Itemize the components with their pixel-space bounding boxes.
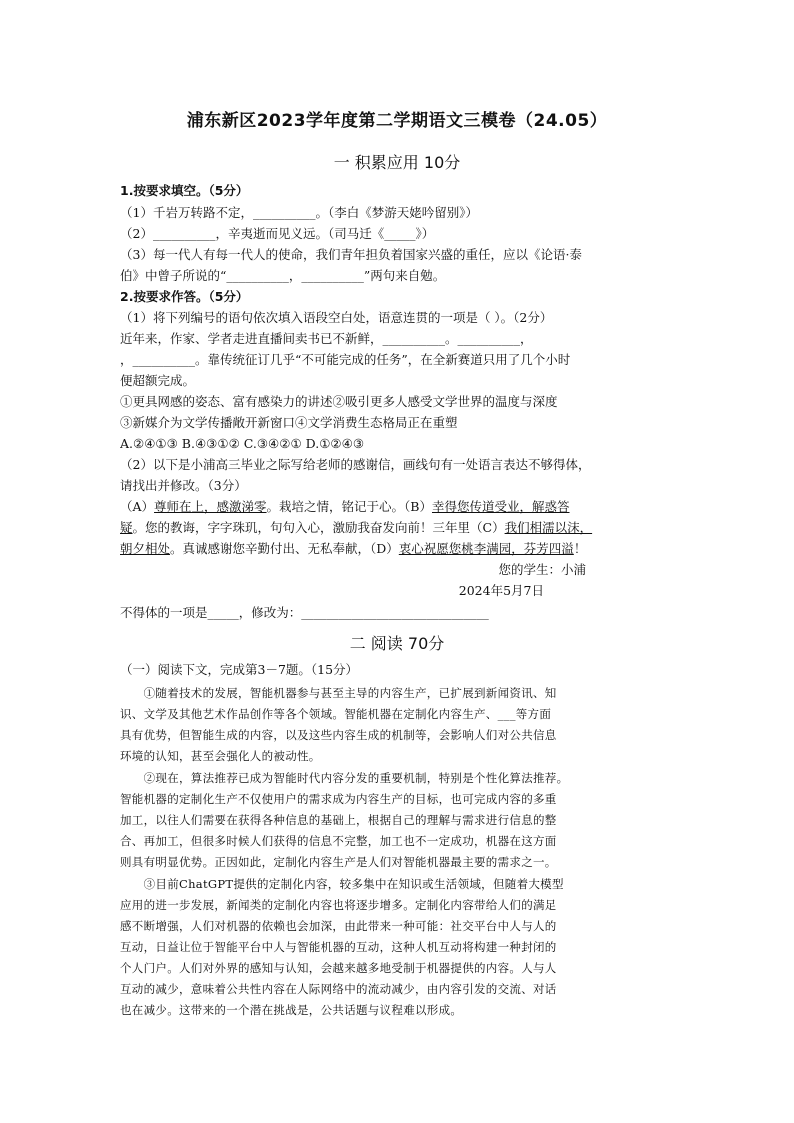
question-1-item-3: （3）每一代人有每一代人的使命，我们青年担负着国家兴盛的重任，应以《论语·泰 bbox=[120, 247, 582, 262]
letter-text: ！ bbox=[573, 541, 587, 556]
reading-heading: （一）阅读下文，完成第3－7题。（15分） bbox=[120, 662, 359, 677]
paragraph-2-line: 合、再加工，但很多时候人们获得的信息不完整，加工也不一定成功，机器在这方面 bbox=[120, 834, 557, 848]
question-2-sentence-options: ③新媒介为文学传播敞开新窗口④文学消费生态格局正在重塑 bbox=[120, 415, 458, 430]
paragraph-2-line: 智能机器的定制化生产不仅使用户的需求成为内容生产的目标，也可完成内容的多重 bbox=[120, 792, 557, 806]
letter-line bbox=[120, 539, 690, 559]
question-1-item-2: （2）__________，辛夷逝而见义远。（司马迁《_____》） bbox=[120, 226, 435, 241]
paragraph-1-line: 具有优势，但智能生成的内容，以及这些内容生成的机制等，会影响人们对公共信息 bbox=[120, 728, 557, 742]
question-2-sentence-options: ①更具网感的姿态、富有感染力的讲述②吸引更多人感受文学世界的温度与深度 bbox=[120, 394, 558, 409]
paragraph-3-line: 个人门户。人们对外界的感知与认知，会越来越多地受制于机器提供的内容。人与人 bbox=[120, 961, 557, 975]
letter-line bbox=[120, 497, 690, 517]
letter-text: 。您的教诲，字字珠玑，句句入心，激励我奋发向前！三年里（C） bbox=[132, 520, 505, 535]
question-1-heading: 1.按要求填空。（5分） bbox=[120, 183, 249, 198]
section-heading-reading: 二 阅读 70分 bbox=[349, 634, 445, 653]
question-1-item-1: （1）千岩万转路不定，__________。（李白《梦游天姥吟留别》） bbox=[120, 205, 478, 220]
question-2-item-1: （1）将下列编号的语句依次填入语段空白处，语意连贯的一项是（ ）。（2分） bbox=[120, 310, 553, 325]
paragraph-3-line: ③目前ChatGPT提供的定制化内容，较多集中在知识或生活领域，但随着大模型 bbox=[120, 877, 564, 891]
question-2-answer-choices: A.②④①③ B.④③①② C.③④②① D.①②④③ bbox=[120, 436, 365, 451]
paragraph-2-line: 则具有明显优势。正因如此，定制化内容生产是人们对智能机器最主要的需求之一。 bbox=[120, 855, 557, 869]
question-2-answer-line: 不得体的一项是_____，修改为：______________________________ bbox=[120, 605, 489, 620]
letter-text: （A） bbox=[120, 499, 155, 514]
exam-title: 浦东新区2023学年度第二学期语文三模卷（24.05） bbox=[186, 111, 608, 131]
question-2-passage-line: ，__________。靠传统征订几乎“不可能完成的任务”，在全新赛道只用了几个小时 bbox=[120, 352, 571, 367]
underlined-sentence-b: 幸得您传道受业，解惑答 bbox=[431, 499, 570, 514]
question-2-passage-line: 近年来，作家、学者走进直播间卖书已不新鲜，__________。__________， bbox=[120, 331, 533, 346]
paragraph-3-line: 感不断增强，人们对机器的依赖也会加深，由此带来一种可能：社交平台中人与人的 bbox=[120, 919, 557, 933]
underlined-sentence-b-cont: 疑 bbox=[120, 520, 133, 535]
question-2-item-2-cont: 请找出并修改。（3分） bbox=[120, 478, 247, 493]
paragraph-2-line: 加工，以往人们需要在获得各种信息的基础上，根据自己的理解与需求进行信息的整 bbox=[120, 813, 557, 827]
question-1-item-3-cont: 伯》中曾子所说的“__________，__________”两句来自勉。 bbox=[120, 268, 446, 283]
underlined-sentence-c-cont: 朝夕相处 bbox=[120, 541, 171, 556]
paragraph-2-line: ②现在，算法推荐已成为智能时代内容分发的重要机制，特别是个性化算法推荐。 bbox=[120, 771, 569, 785]
question-2-passage-line: 便超额完成。 bbox=[120, 373, 196, 388]
underlined-sentence-d: 衷心祝愿您桃李满园，芬芳四溢 bbox=[398, 541, 574, 556]
underlined-sentence-a: 尊师在上，感激涕零 bbox=[154, 499, 267, 514]
paragraph-3-line: 也在减少。这带来的一个潜在挑战是，公共话题与议程难以形成。 bbox=[120, 1003, 463, 1017]
letter-date: 2024年5月7日 bbox=[458, 583, 544, 598]
underlined-sentence-c: 我们相濡以沫， bbox=[504, 520, 593, 535]
letter-signature: 您的学生：小浦 bbox=[498, 562, 586, 577]
paragraph-1-line: ①随着技术的发展，智能机器参与甚至主导的内容生产，已扩展到新闻资讯、知 bbox=[120, 686, 557, 700]
paragraph-1-line: 识、文学及其他艺术作品创作等各个领域。智能机器在定制化内容生产、___等方面 bbox=[120, 707, 552, 721]
letter-line bbox=[120, 518, 690, 538]
paragraph-3-line: 互动，日益让位于智能平台中人与智能机器的互动，这种人机互动将构建一种封闭的 bbox=[120, 940, 557, 954]
letter-text: 。栽培之情，铭记于心。（B） bbox=[266, 499, 432, 514]
question-2-heading: 2.按要求作答。（5分） bbox=[120, 289, 249, 304]
paragraph-1-line: 环境的认知，甚至会强化人的被动性。 bbox=[120, 749, 321, 763]
letter-text: 。真诚感谢您辛勤付出、无私奉献，（D） bbox=[170, 541, 399, 556]
section-heading-accumulation: 一 积累应用 10分 bbox=[333, 153, 461, 172]
paragraph-3-line: 互动的减少，意味着公共性内容在人际网络中的流动减少，由内容引发的交流、对话 bbox=[120, 982, 557, 996]
question-2-item-2: （2）以下是小浦高三毕业之际写给老师的感谢信，画线句有一处语言表达不够得体， bbox=[120, 457, 591, 472]
paragraph-3-line: 应用的进一步发展，新闻类的定制化内容也将逐步增多。定制化内容带给人们的满足 bbox=[120, 898, 557, 912]
